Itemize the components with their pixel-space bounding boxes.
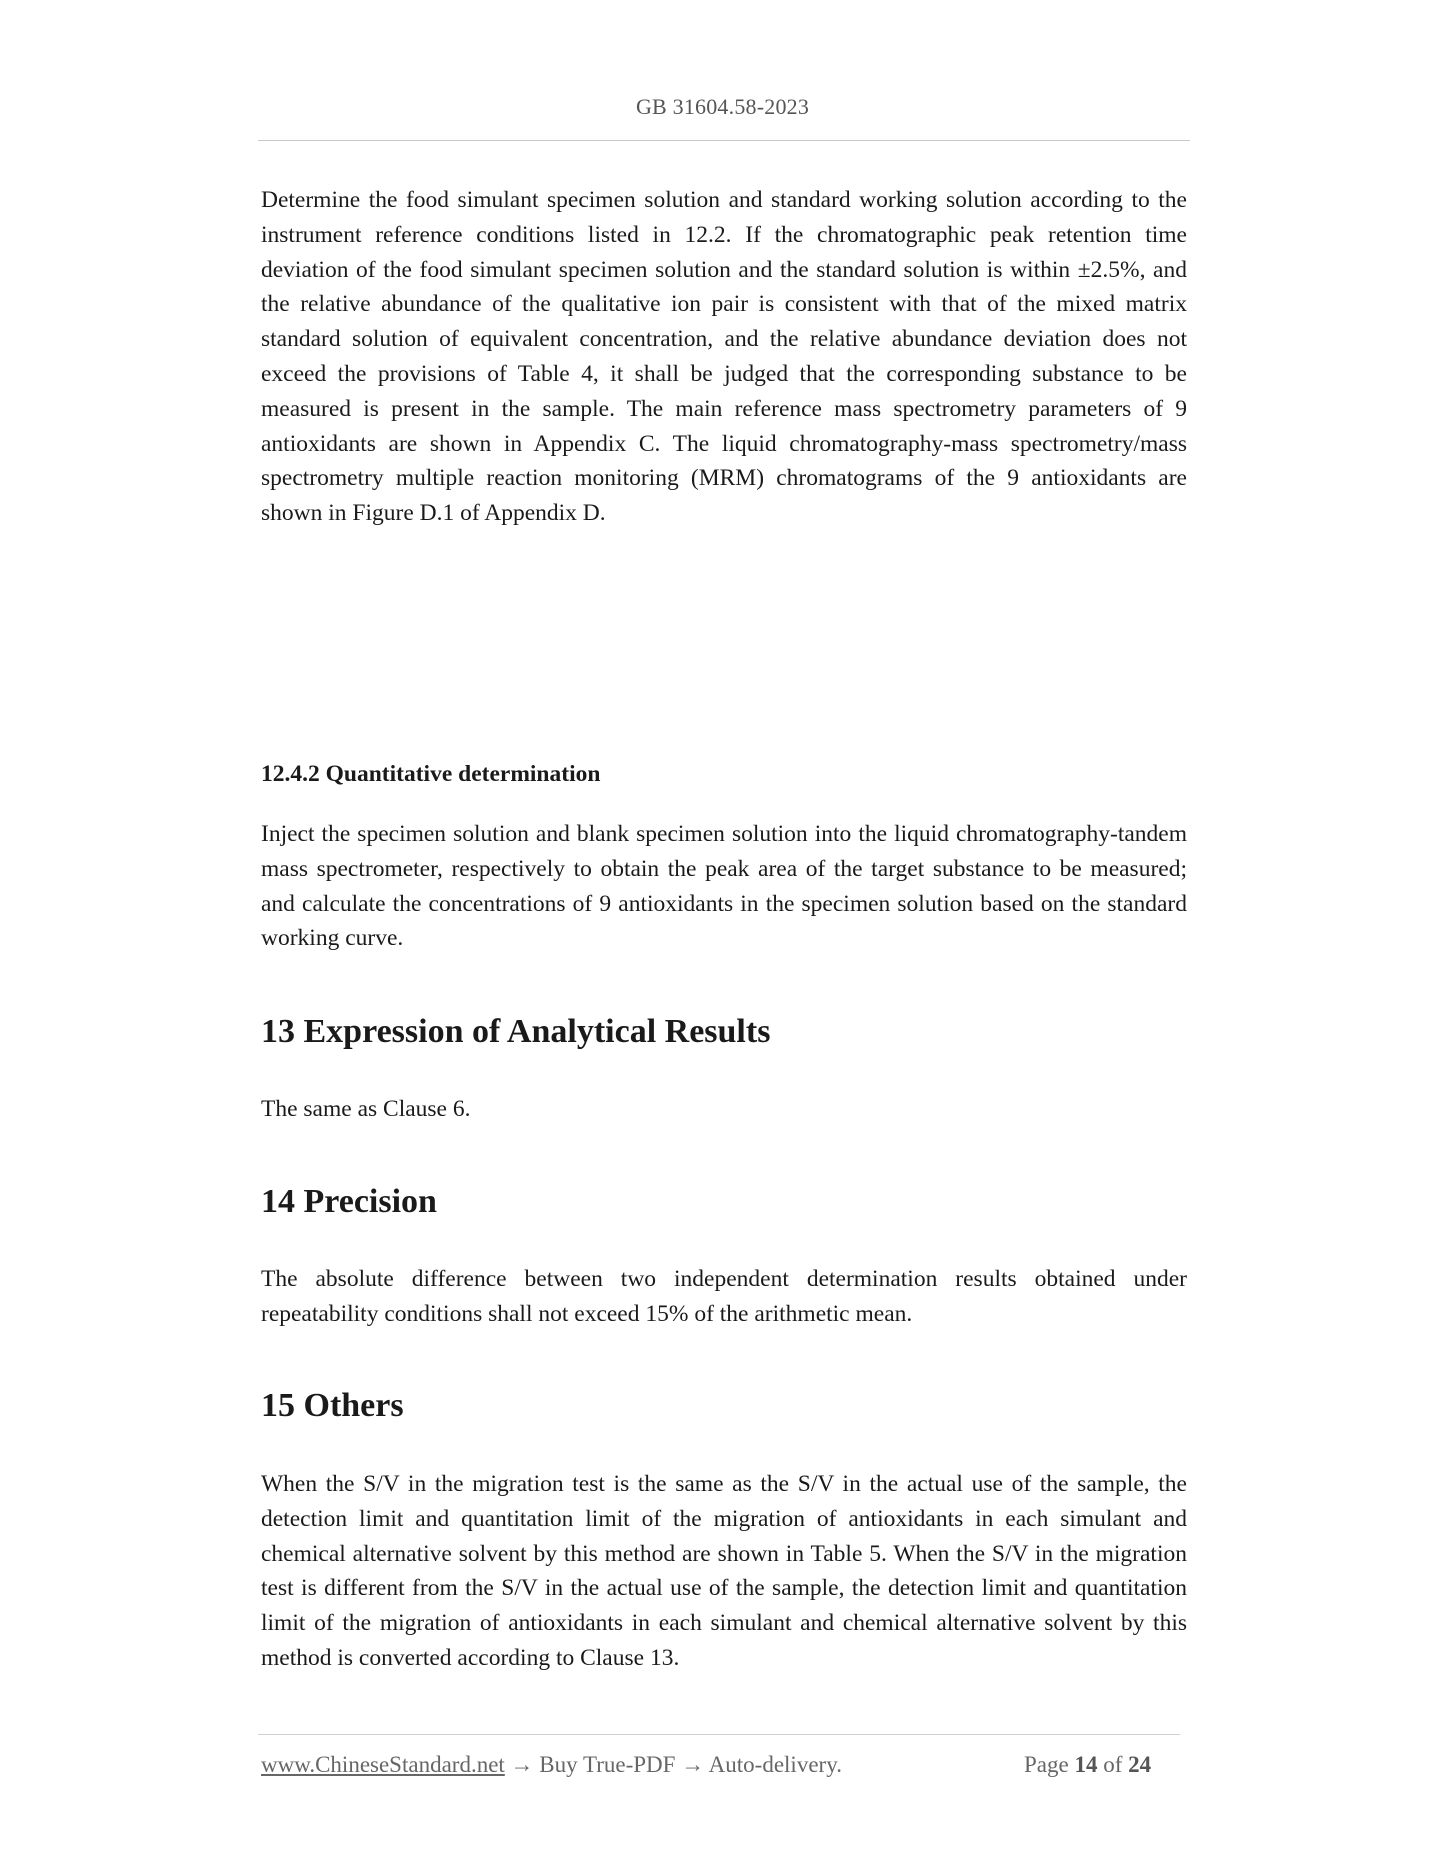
page-label: Page	[1024, 1752, 1069, 1777]
page-total: 24	[1128, 1752, 1152, 1777]
section-heading-14: 14 Precision	[261, 1183, 437, 1220]
intro-paragraph: Determine the food simulant specimen solution and standard working solution according to the instrument reference conditions listed in 12.2. If the chromatographic peak retention time deviation of the food simulant specimen solution and the standard solution is within ±2.5%, and the relative abundance of the qualitative ion pair is consistent with that of the mixed matrix standard solution of equivalent concentration, and the relative abundance deviation does not exceed the provisions of Table 4, it shall be judged that the corresponding substance to be measured is present in the sample. The main reference mass spectrometry parameters of 9 antioxidants are shown in Appendix C. The liquid chromatography-mass spectrometry/mass spectrometry multiple reaction monitoring (MRM) chromatograms of the 9 antioxidants are shown in Figure D.1 of Appendix D.	[261, 187, 1187, 527]
buy-true-pdf-text: Buy True-PDF	[539, 1752, 676, 1777]
subsection-12-4-2	[261, 759, 1187, 789]
page-current: 14	[1074, 1752, 1098, 1777]
section-13-body	[261, 1092, 1187, 1127]
intro-paragraph-block	[261, 183, 1187, 531]
section-heading-13: 13 Expression of Analytical Results	[261, 1013, 771, 1050]
arrow-right-icon: →	[681, 1752, 705, 1777]
page-of-label: of	[1103, 1752, 1123, 1777]
arrow-right-icon: →	[510, 1752, 534, 1777]
page-number	[1024, 1752, 1151, 1778]
section-heading-15: 15 Others	[261, 1387, 404, 1424]
auto-delivery-text: Auto-delivery.	[708, 1752, 842, 1777]
paragraph-15: When the S/V in the migration test is the same as the S/V in the actual use of the sample, the detection limit and quantitation limit of the migration of antioxidants in each simulant and chemical alternative solvent by this method are shown in Table 5. When the S/V in the migration test is different from the S/V in the actual use of the sample, the detection limit and quantitation limit of the migration of antioxidants in each simulant and chemical alternative solvent by this method is converted according to Clause 13.	[261, 1471, 1187, 1671]
footer-promo	[261, 1752, 842, 1778]
section-14-body	[261, 1262, 1187, 1332]
running-header: GB 31604.58-2023	[635, 94, 810, 119]
section-14	[261, 1182, 1187, 1222]
paragraph-14: The absolute difference between two independent determination results obtained under repeatability conditions shall not exceed 15% of the arithmetic mean.	[261, 1266, 1187, 1327]
section-13	[261, 1012, 1187, 1052]
subsection-12-4-2-body	[261, 817, 1187, 956]
paragraph-13: The same as Clause 6.	[261, 1096, 471, 1122]
section-15-body	[261, 1467, 1187, 1676]
footer-divider	[258, 1734, 1180, 1735]
paragraph-12-4-2: Inject the specimen solution and blank specimen solution into the liquid chromatography-tandem mass spectrometer, respectively to obtain the peak area of the target substance to be measured; and calculate the concentrations of 9 antioxidants in the specimen solution based on the standard working curve.	[261, 821, 1187, 952]
site-link[interactable]: www.ChineseStandard.net	[261, 1752, 505, 1777]
subsection-heading-12-4-2: 12.4.2 Quantitative determination	[261, 761, 601, 787]
header-divider	[258, 140, 1190, 141]
section-15	[261, 1386, 1187, 1426]
